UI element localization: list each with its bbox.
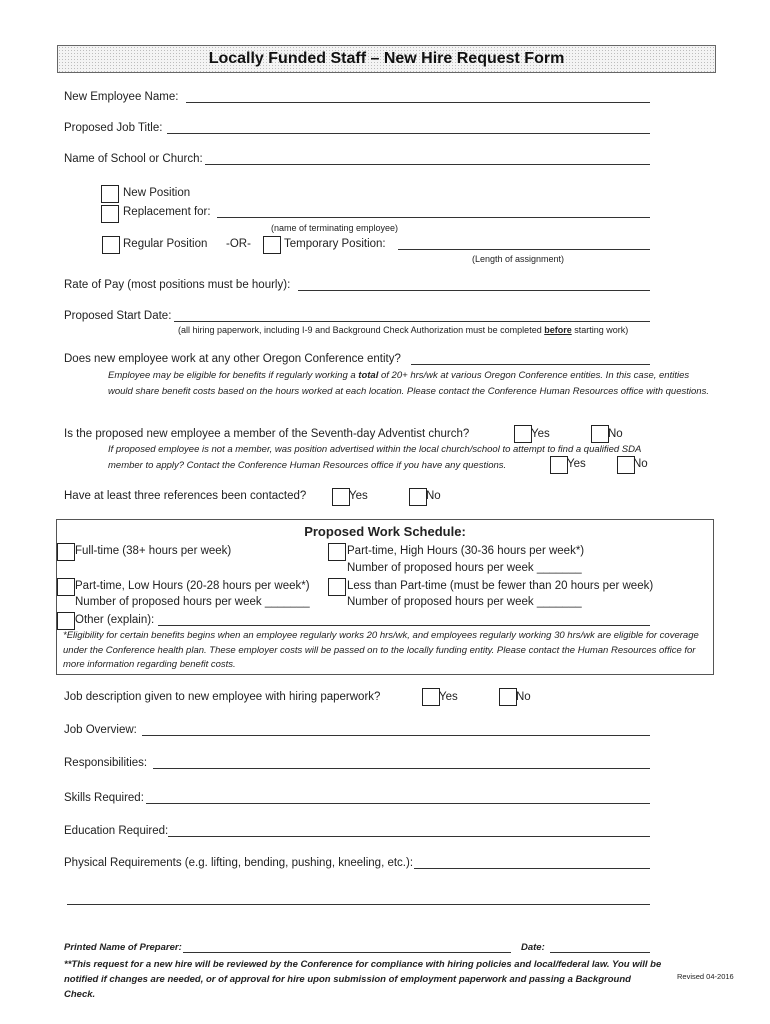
new-position-label: New Position — [123, 187, 191, 199]
other-entity-field[interactable] — [411, 364, 650, 365]
skills-field[interactable] — [146, 803, 650, 804]
regular-position-label: Regular Position — [123, 238, 208, 250]
job-title-label: Proposed Job Title: — [64, 122, 163, 134]
sda-note-line2: member to apply? Contact the Conference Human Resources office if you have any questions. — [108, 460, 507, 471]
eligibility-note: *Eligibility for certain benefits begins when an employee regularly works 20 hrs/wk, and employees regularly working 30 hrs/wk are eligible for coverage under the Conference health plan. These employer costs will be passed on to the locally funding entity. Please contact the Human Resources office for more information regarding benefit costs. — [63, 630, 699, 670]
job-description-yes-checkbox[interactable] — [422, 688, 440, 706]
job-description-yes-label: Yes — [439, 691, 458, 703]
sda-note-line1: If proposed employee is not a member, was position advertised within the local church/school to attempt to find a qualified SDA — [108, 444, 642, 455]
revised-date: Revised 04-2016 — [677, 972, 734, 981]
references-yes-checkbox[interactable] — [332, 488, 350, 506]
other-schedule-field[interactable] — [158, 625, 650, 626]
terminating-employee-note: (name of terminating employee) — [271, 223, 399, 233]
school-church-label: Name of School or Church: — [64, 153, 203, 165]
form-title: Locally Funded Staff – New Hire Request Form — [208, 50, 565, 67]
start-date-label: Proposed Start Date: — [64, 310, 172, 322]
responsibilities-field[interactable] — [153, 768, 650, 769]
work-schedule-title: Proposed Work Schedule: — [304, 524, 466, 539]
education-label: Education Required: — [64, 825, 169, 837]
start-date-note: (all hiring paperwork, including I-9 and Background Check Authorization must be completed before starting work) — [178, 325, 629, 335]
replacement-field[interactable] — [217, 217, 650, 218]
new-position-checkbox[interactable] — [101, 185, 119, 203]
skills-label: Skills Required: — [64, 792, 144, 804]
job-title-field[interactable] — [167, 133, 650, 134]
date-field[interactable] — [550, 952, 650, 953]
fulltime-checkbox[interactable] — [57, 543, 75, 561]
or-label: -OR- — [226, 238, 251, 250]
sda-question: Is the proposed new employee a member of the Seventh-day Adventist church? — [64, 428, 470, 440]
new-employee-name-label: New Employee Name: — [64, 91, 179, 103]
job-description-question: Job description given to new employee with hiring paperwork? — [64, 691, 381, 703]
advertised-yes-label: Yes — [567, 458, 586, 470]
start-date-field[interactable] — [174, 321, 650, 322]
date-label: Date: — [521, 942, 545, 953]
new-employee-name-field[interactable] — [186, 102, 650, 103]
education-field[interactable] — [168, 836, 650, 837]
footer-notice: **This request for a new hire will be reviewed by the Conference for compliance with hiring policies and local/federal law. You will be notified if changes are needed, or of approval for hire upon submission of employment paperwork and passing a Background Check. — [64, 959, 662, 1000]
other-entity-question: Does new employee work at any other Oregon Conference entity? — [64, 353, 401, 365]
replacement-checkbox[interactable] — [101, 205, 119, 223]
length-assignment-note: (Length of assignment) — [472, 254, 565, 264]
title-box — [57, 45, 716, 73]
less-parttime-checkbox[interactable] — [328, 578, 346, 596]
fulltime-label: Full-time (38+ hours per week) — [75, 545, 232, 557]
parttime-low-label: Part-time, Low Hours (20-28 hours per week*) — [75, 580, 310, 592]
physical-requirements-label: Physical Requirements (e.g. lifting, bending, pushing, kneeling, etc.): — [64, 857, 414, 869]
parttime-low-checkbox[interactable] — [57, 578, 75, 596]
advertised-no-label: No — [633, 458, 648, 470]
parttime-high-label: Part-time, High Hours (30-36 hours per week*) — [347, 545, 585, 557]
hours-high-field[interactable]: Number of proposed hours per week _______ — [347, 562, 582, 574]
rate-of-pay-label: Rate of Pay (most positions must be hourly): — [64, 279, 291, 291]
references-no-checkbox[interactable] — [409, 488, 427, 506]
references-no-label: No — [426, 490, 441, 502]
job-overview-label: Job Overview: — [64, 724, 137, 736]
school-church-field[interactable] — [205, 164, 650, 165]
preparer-field[interactable] — [183, 952, 511, 953]
references-question: Have at least three references been contacted? — [64, 490, 307, 502]
preparer-label: Printed Name of Preparer: — [64, 942, 182, 953]
hours-low-field[interactable]: Number of proposed hours per week _______ — [75, 596, 310, 608]
sda-yes-checkbox[interactable] — [514, 425, 532, 443]
replacement-label: Replacement for: — [123, 206, 211, 218]
responsibilities-label: Responsibilities: — [64, 757, 148, 769]
job-overview-field[interactable] — [142, 735, 650, 736]
advertised-yes-checkbox[interactable] — [550, 456, 568, 474]
temporary-position-field[interactable] — [398, 249, 650, 250]
references-yes-label: Yes — [349, 490, 368, 502]
sda-yes-label: Yes — [531, 428, 550, 440]
hours-less-field[interactable]: Number of proposed hours per week _______ — [347, 596, 582, 608]
less-parttime-label: Less than Part-time (must be fewer than 20 hours per week) — [347, 580, 654, 592]
temporary-position-checkbox[interactable] — [263, 236, 281, 254]
other-schedule-checkbox[interactable] — [57, 612, 75, 630]
sda-no-label: No — [608, 428, 623, 440]
job-description-no-checkbox[interactable] — [499, 688, 517, 706]
rate-of-pay-field[interactable] — [298, 290, 650, 291]
other-schedule-label: Other (explain): — [75, 614, 155, 626]
physical-requirements-field-2[interactable] — [67, 904, 650, 905]
sda-no-checkbox[interactable] — [591, 425, 609, 443]
job-description-no-label: No — [516, 691, 531, 703]
physical-requirements-field[interactable] — [414, 868, 650, 869]
regular-position-checkbox[interactable] — [102, 236, 120, 254]
parttime-high-checkbox[interactable] — [328, 543, 346, 561]
temporary-position-label: Temporary Position: — [284, 238, 386, 250]
other-entity-note: Employee may be eligible for benefits if regularly working a total of 20+ hrs/wk at various Oregon Conference entities. In this case, entities would share benefit costs based on the hours worked at each location. Please contact the Conference Human Resources office with questions. — [108, 370, 709, 397]
